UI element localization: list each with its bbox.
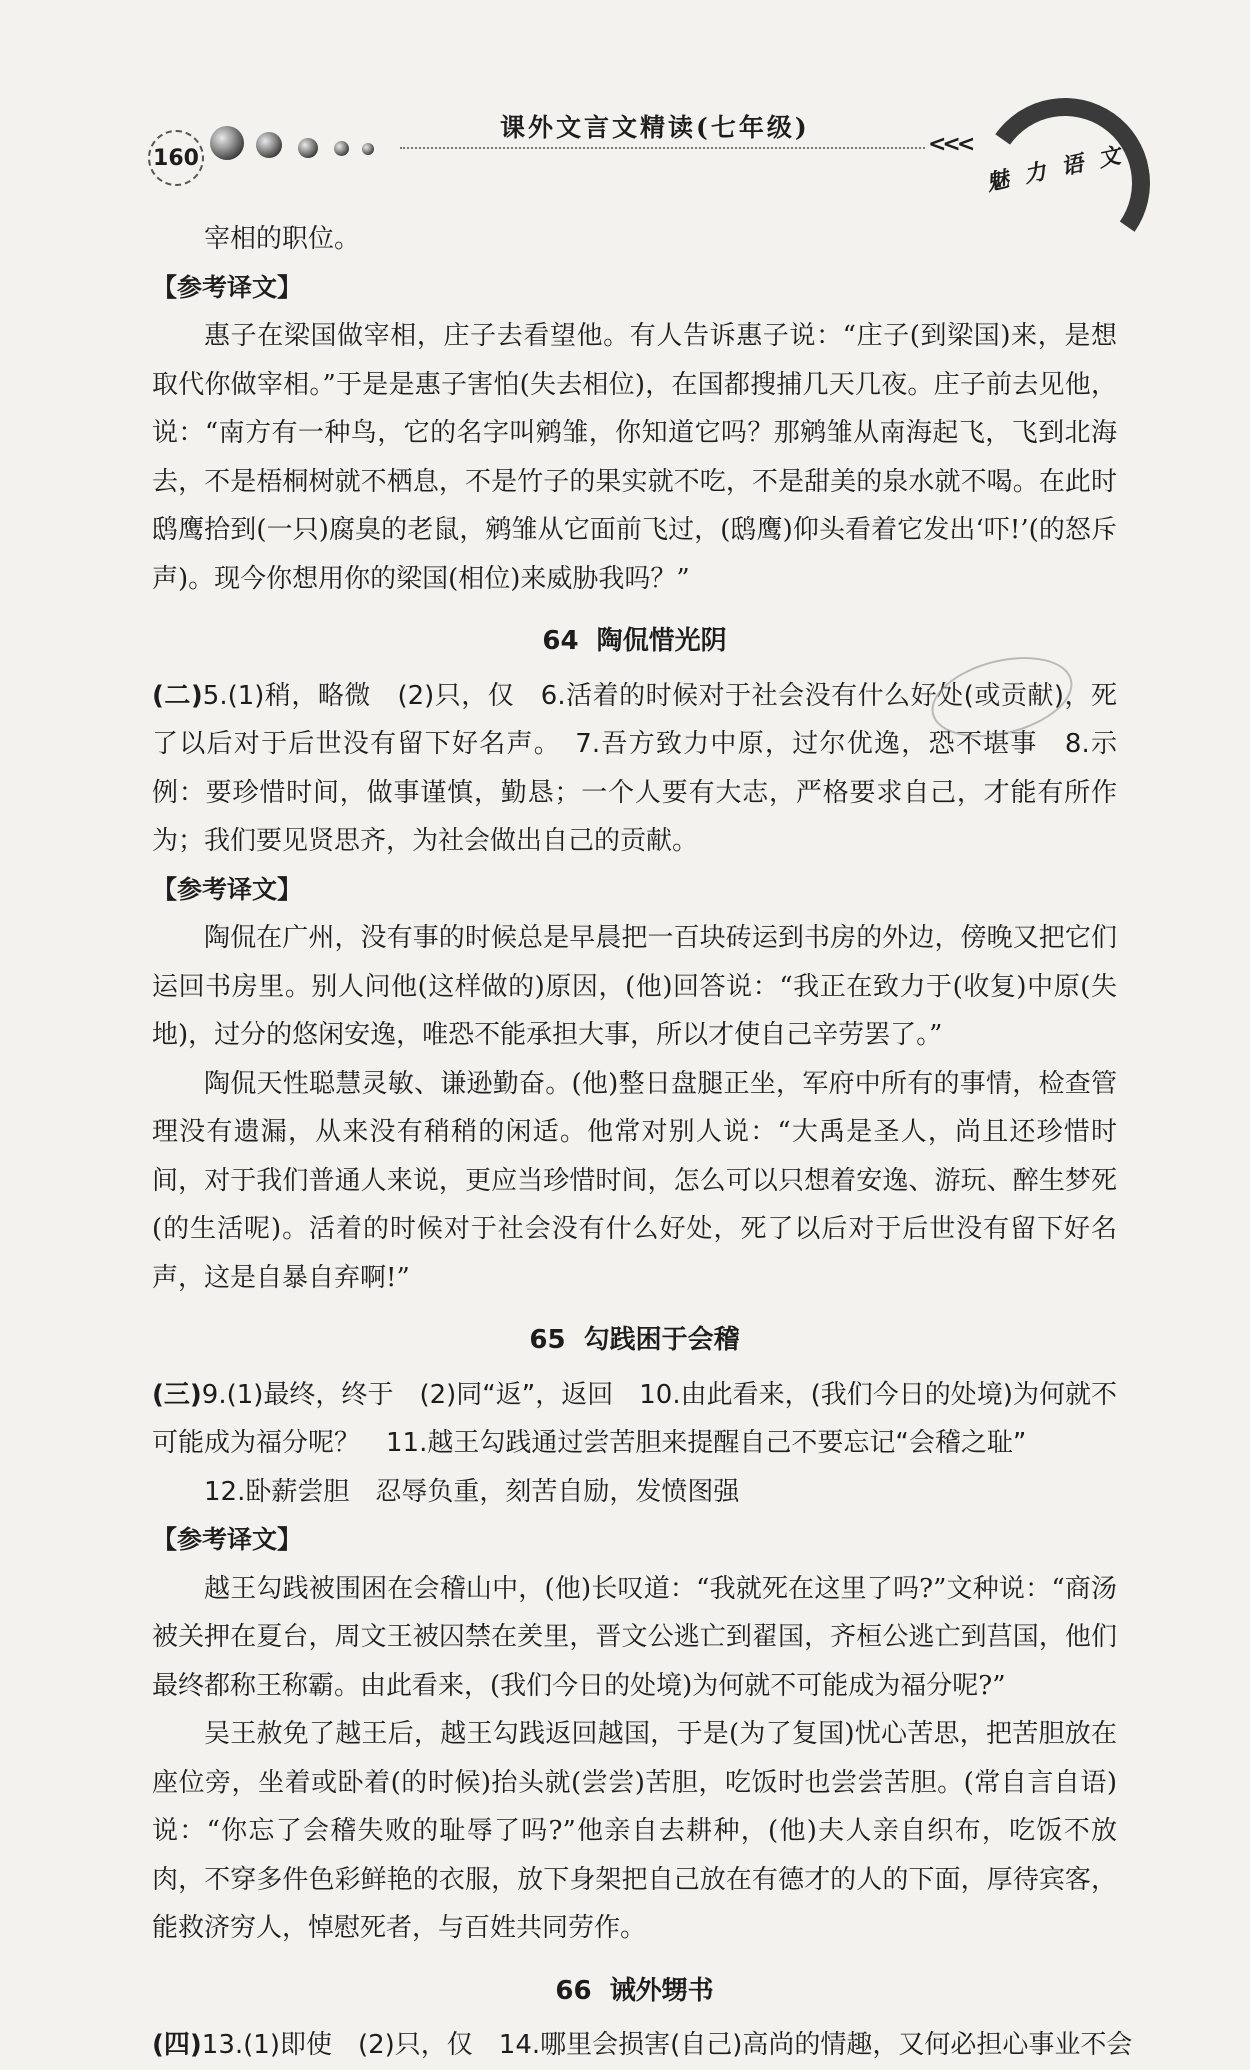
series-title: 课外文言文精读(七年级) xyxy=(500,113,810,142)
intro-line: 宰相的职位。 xyxy=(204,224,361,254)
translation-paragraph: 越王勾践被围困在会稽山中，(他)长叹道：“我就死在这里了吗?”文种说：“商汤被关押在夏台，周文王被囚禁在羑里，晋文公逃亡到翟国，齐桓公逃亡到莒国，他们最终都称王称霸。由此看来，(我们今日的处境)为何就不可能成为福分呢?” xyxy=(152,1573,1117,1701)
section-title xyxy=(152,603,1117,672)
section-title xyxy=(152,1302,1117,1371)
answers-text-2: 12.卧薪尝胆 忍辱负重，刻苦自励，发愤图强 xyxy=(204,1476,740,1507)
answers-block xyxy=(152,1371,1117,1468)
chevrons-icon: <<< xyxy=(928,132,972,157)
section-name: 陶侃惜光阴 xyxy=(596,626,727,656)
page-content xyxy=(152,215,1133,2070)
decor-dot-1-icon xyxy=(210,126,244,160)
answers-text: 13.(1)即使 (2)只，仅 14.哪里会损害(自己)高尚的情趣，又何必担心事业不会 xyxy=(201,2030,1133,2060)
translation-paragraph: 吴王赦免了越王后，越王勾践返回越国，于是(为了复国)忧心苦思，把苦胆放在座位旁，坐着或卧着(的时候)抬头就(尝尝)苦胆，吃饭时也尝尝苦胆。(常自言自语)说：“你忘了会稽失败的耻辱了吗?”他亲自去耕种，(他)夫人亲自织布，吃饭不放肉，不穿多件色彩鲜艳的衣服，放下身架把自己放在有德才的人的下面，厚待宾客，能救济穷人，悼慰死者，与百姓共同劳作。 xyxy=(152,1719,1117,1943)
decor-dot-2-icon xyxy=(256,132,282,158)
ref-heading: 【参考译文】 xyxy=(152,874,303,904)
translation-paragraph: 惠子在梁国做宰相，庄子去看望他。有人告诉惠子说：“庄子(到梁国)来，是想取代你做宰相。”于是是惠子害怕(失去相位)，在国都搜捕几天几夜。庄子前去见他，说：“南方有一种鸟，它的名字叫鹓雏，你知道它吗？那鹓雏从南海起飞，飞到北海去，不是梧桐树就不栖息，不是竹子的果实就不吃，不是甜美的泉水就不喝。在此时鸱鹰拾到(一只)腐臭的老鼠，鹓雏从它面前飞过，(鸱鹰)仰头看着它发出‘吓!’(的怒斥声)。现今你想用你的梁国(相位)来威胁我吗？” xyxy=(152,321,1117,594)
answers-prefix: (三) xyxy=(152,1379,202,1410)
answers-prefix: (四) xyxy=(152,2030,202,2060)
translation-paragraph: 陶侃在广州，没有事的时候总是早晨把一百块砖运到书房的外边，傍晚又把它们运回书房里。别人问他(这样做的)原因，(他)回答说：“我正在致力于(收复)中原(失地)，过分的悠闲安逸，唯恐不能承担大事，所以才使自己辛劳罢了。” xyxy=(152,923,1117,1050)
page-number: 160 xyxy=(148,130,204,186)
section-number: 65 xyxy=(529,1325,566,1355)
section-number: 64 xyxy=(542,626,579,656)
answers-text: 5.(1)稍，略微 (2)只，仅 6.活着的时候对于社会没有什么好处(或贡献)，死了以后对于后世没有留下好名声。 7.吾方致力中原，过尔优逸，恐不堪事 8.示例：要珍惜时间，做事谨慎，勤恳；一个人要有大志，严格要求自己，才能有所作为；我们要见贤思齐，为社会做出自己的贡献。 xyxy=(152,680,1117,856)
section-name: 勾践困于会稽 xyxy=(583,1325,740,1355)
decor-dot-5-icon xyxy=(362,143,374,155)
decor-dot-4-icon xyxy=(334,141,349,156)
header-divider xyxy=(400,147,925,149)
ref-heading: 【参考译文】 xyxy=(152,1525,303,1554)
section-title xyxy=(152,1953,1117,2022)
section-name: 诫外甥书 xyxy=(609,1975,714,2006)
answers-block xyxy=(152,2021,1133,2070)
answers-text: 9.(1)最终，终于 (2)同“返”，返回 10.由此看来，(我们今日的处境)为何就不可能成为福分呢？ 11.越王勾践通过尝苦胆来提醒自己不要忘记“会稽之耻” xyxy=(152,1379,1117,1458)
page-header xyxy=(0,0,1250,200)
answers-prefix: (二) xyxy=(152,680,203,711)
section-number: 66 xyxy=(555,1975,592,2006)
decor-dot-3-icon xyxy=(298,138,318,158)
brand-logo: 魅力语文 xyxy=(984,139,1139,197)
ref-heading: 【参考译文】 xyxy=(152,272,303,302)
translation-paragraph: 陶侃天性聪慧灵敏、谦逊勤奋。(他)整日盘腿正坐，军府中所有的事情，检查管理没有遗漏，从来没有稍稍的闲适。他常对别人说：“大禹是圣人，尚且还珍惜时间，对于我们普通人来说，更应当珍惜时间，怎么可以只想着安逸、游玩、醉生梦死(的生活呢)。活着的时候对于社会没有什么好处，死了以后对于后世没有留下好名声，这是自暴自弃啊!” xyxy=(152,1068,1117,1293)
